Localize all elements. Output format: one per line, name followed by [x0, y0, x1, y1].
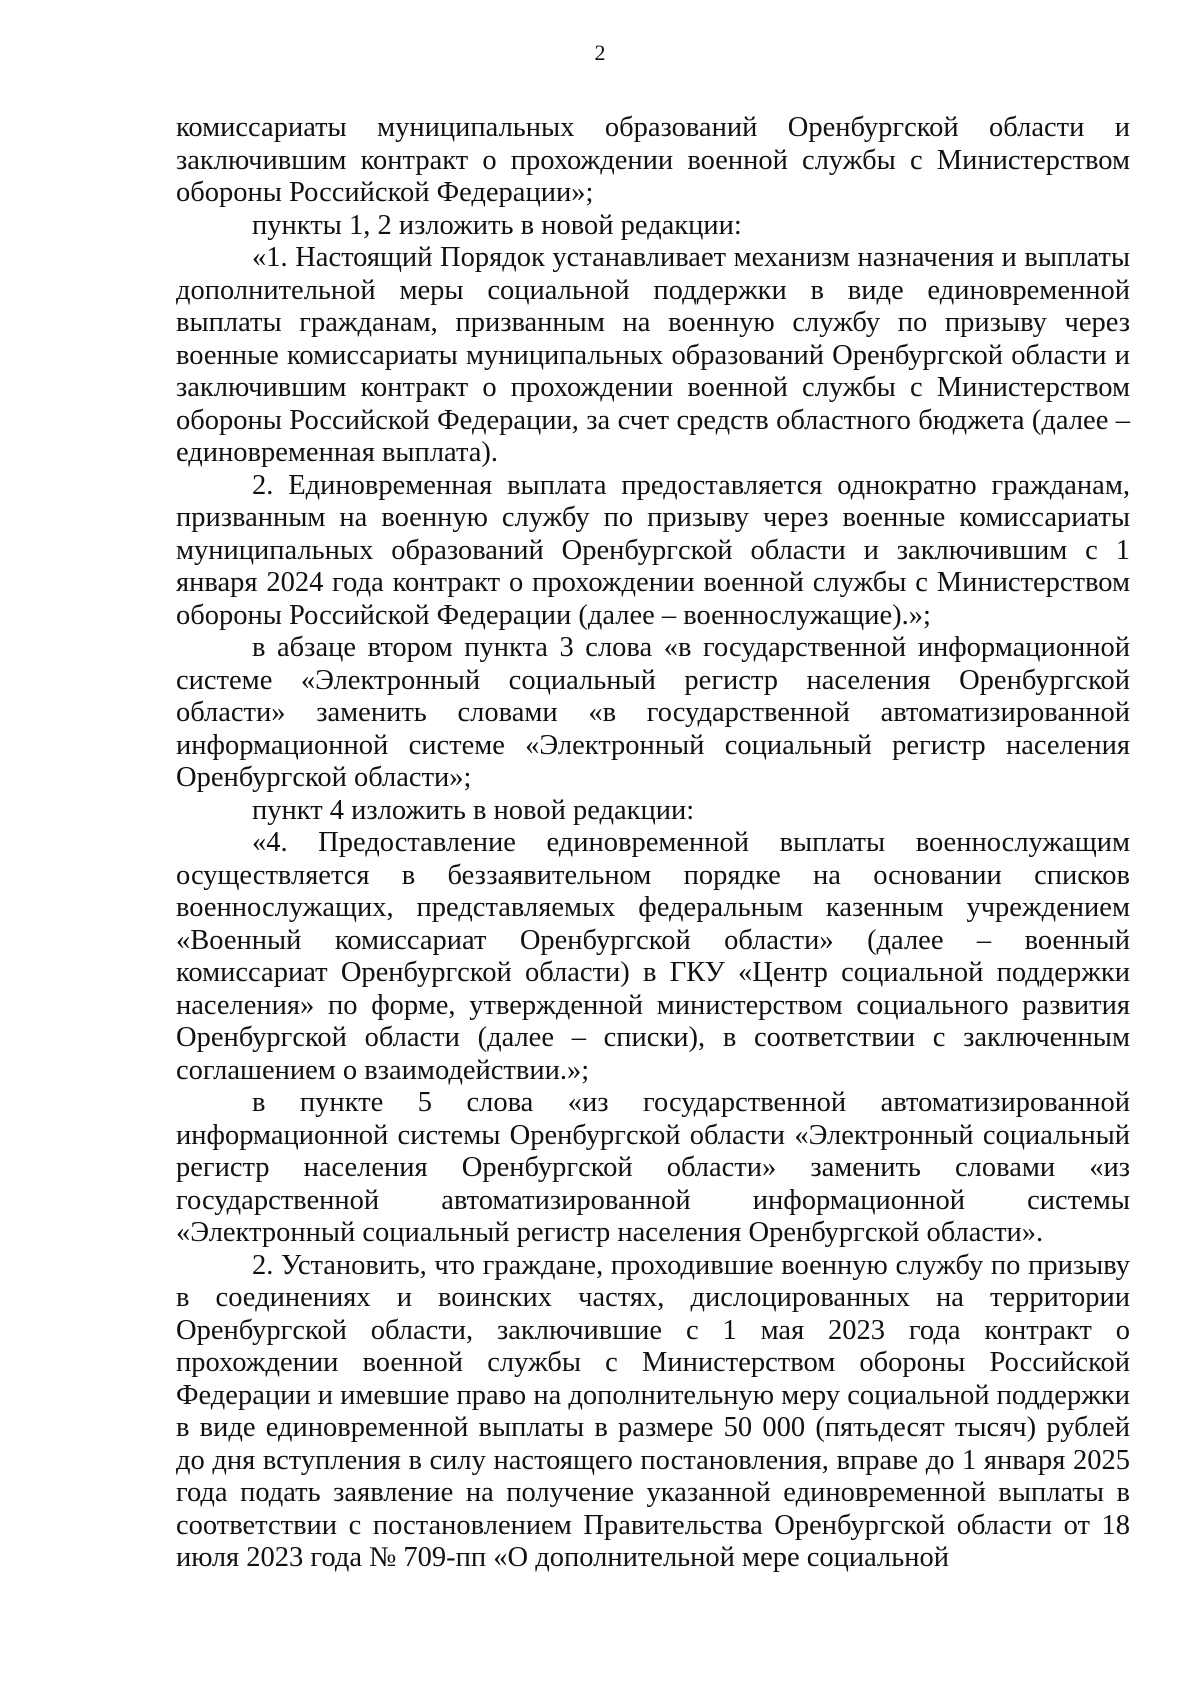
paragraph: в абзаце втором пункта 3 слова «в государственной информационной системе «Электронный социальный регистр населения Оренбургской области» заменить словами «в государственной автоматизированной информационной системе «Электронный социальный регистр населения Оренбургской области»; [176, 632, 1130, 793]
paragraph: в пункте 5 слова «из государственной автоматизированной информационной системы Оренбургской области «Электронный социальный регистр населения Оренбургской области» заменить словами «из государственной автоматизированной информационной системы «Электронный социальный регистр населения Оренбургской области». [176, 1087, 1130, 1248]
paragraph: 2. Установить, что граждане, проходившие военную службу по призыву в соединениях и воинских частях, дислоцированных на территории Оренбургской области, заключившие с 1 мая 2023 года контракт о прохождении военной службы с Министерством обороны Российской Федерации и имевшие право на дополнительную меру социальной поддержки в виде единовременной выплаты в размере 50 000 (пятьдесят тысяч) рублей до дня вступления в силу настоящего постановления, вправе до 1 января 2025 года подать заявление на получение указанной единовременной выплаты в соответствии с постановлением Правительства Оренбургской области от 18 июля 2023 года № 709-пп «О дополнительной мере социальной [176, 1249, 1130, 1573]
page-number: 2 [594, 40, 606, 65]
document-body [176, 112, 1130, 1575]
paragraph: «1. Настоящий Порядок устанавливает механизм назначения и выплаты дополнительной меры социальной поддержки в виде единовременной выплаты гражданам, призванным на военную службу по призыву через военные комиссариаты муниципальных образований Оренбургской области и заключившим контракт о прохождении военной службы с Министерством обороны Российской Федерации, за счет средств областного бюджета (далее – единовременная выплата). [176, 242, 1130, 468]
paragraph: 2. Единовременная выплата предоставляется однократно гражданам, призванным на военную службу по призыву через военные комиссариаты муниципальных образований Оренбургской области и заключившим с 1 января 2024 года контракт о прохождении военной службы с Министерством обороны Российской Федерации (далее – военнослужащие).»; [176, 469, 1130, 631]
paragraph: пункт 4 изложить в новой редакции: [252, 794, 695, 826]
paragraph: пункты 1, 2 изложить в новой редакции: [252, 209, 742, 241]
paragraph: комиссариаты муниципальных образований Оренбургской области и заключившим контракт о прохождении военной службы с Министерством обороны Российской Федерации»; [176, 112, 1130, 208]
paragraph: «4. Предоставление единовременной выплаты военнослужащим осуществляется в беззаявительном порядке на основании списков военнослужащих, представляемых федеральным казенным учреждением «Военный комиссариат Оренбургской области» (далее – военный комиссариат Оренбургской области) в ГКУ «Центр социальной поддержки населения» по форме, утвержденной министерством социального развития Оренбургской области (далее – списки), в соответствии с заключенным соглашением о взаимодействии.»; [176, 827, 1130, 1086]
